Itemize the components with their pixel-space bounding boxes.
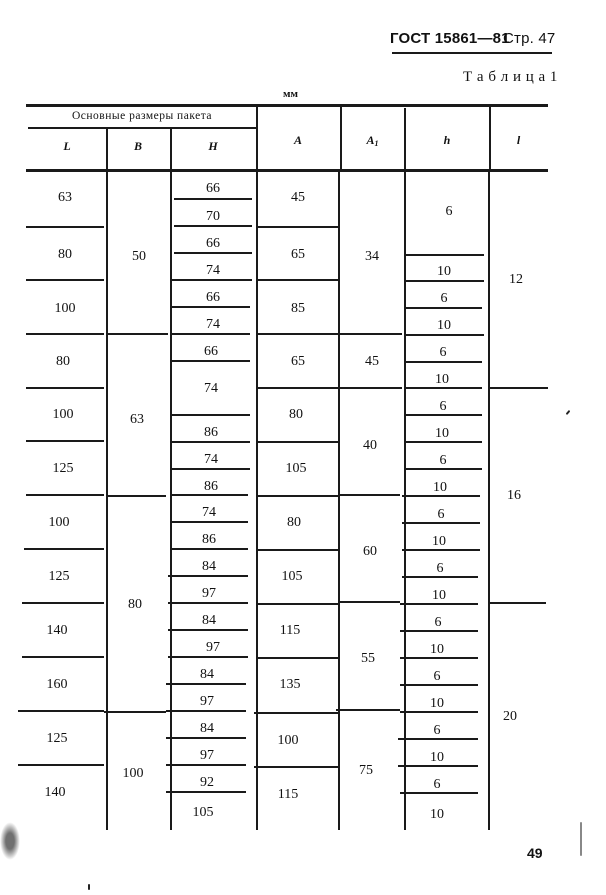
h-cell: 10 xyxy=(432,588,446,603)
hdr-vline-HA xyxy=(256,106,258,169)
h-rule xyxy=(404,414,482,416)
h-rule xyxy=(406,254,484,256)
col-header-h: h xyxy=(443,133,451,147)
A-cell: 65 xyxy=(291,354,305,369)
L-rule xyxy=(26,440,104,442)
h-rule xyxy=(404,468,482,470)
L-cell: 160 xyxy=(46,677,68,692)
B-rule xyxy=(106,495,166,497)
h-cell: 6 xyxy=(433,723,441,738)
H-rule xyxy=(172,306,250,308)
A-rule xyxy=(258,387,338,389)
H-rule xyxy=(168,575,248,577)
H-cell: 66 xyxy=(206,181,220,196)
l-cell: 16 xyxy=(507,488,521,503)
h-rule xyxy=(400,603,478,605)
h-rule xyxy=(402,495,480,497)
A1-rule xyxy=(338,601,400,603)
page-header-standard: ГОСТ 15861—81 xyxy=(390,30,510,47)
group-header: Основные размеры пакета xyxy=(71,110,212,122)
L-cell: 100 xyxy=(48,515,70,530)
l-rule xyxy=(488,602,546,604)
H-rule xyxy=(166,764,246,766)
h-cell: 10 xyxy=(430,696,444,711)
H-cell: 74 xyxy=(202,505,216,520)
h-rule xyxy=(402,576,478,578)
body-vline-HA xyxy=(256,172,258,830)
A1-rule xyxy=(338,494,400,496)
h-cell: 6 xyxy=(439,399,447,414)
L-cell: 100 xyxy=(54,301,76,316)
H-rule xyxy=(172,441,250,443)
H-cell: 70 xyxy=(206,209,220,224)
B-cell: 80 xyxy=(128,597,142,612)
H-rule xyxy=(174,198,252,200)
h-rule xyxy=(402,522,480,524)
h-cell: 6 xyxy=(436,561,444,576)
H-rule xyxy=(168,602,248,604)
A-rule xyxy=(258,226,338,228)
A-cell: 80 xyxy=(287,515,301,530)
h-cell: 6 xyxy=(434,615,442,630)
H-cell: 84 xyxy=(200,667,214,682)
l-cell: 20 xyxy=(503,709,517,724)
H-cell: 74 xyxy=(206,263,220,278)
H-cell: 86 xyxy=(204,425,218,440)
L-cell: 140 xyxy=(46,623,68,638)
B-rule xyxy=(104,711,166,713)
A-rule xyxy=(258,279,338,281)
h-cell: 10 xyxy=(437,318,451,333)
L-rule xyxy=(18,764,104,766)
A-rule xyxy=(254,712,338,714)
H-rule xyxy=(174,225,252,227)
page-number: 49 xyxy=(527,845,543,861)
h-cell: 10 xyxy=(437,264,451,279)
A-rule xyxy=(258,441,338,443)
l-cell: 12 xyxy=(509,272,523,287)
h-rule xyxy=(406,334,484,336)
h-cell: 6 xyxy=(440,291,448,306)
A1-cell: 40 xyxy=(363,438,377,453)
A1-cell: 34 xyxy=(365,249,379,264)
H-cell: 66 xyxy=(206,290,220,305)
h-rule xyxy=(404,361,482,363)
L-cell: 125 xyxy=(52,461,74,476)
H-rule xyxy=(166,791,246,793)
L-rule xyxy=(26,226,104,228)
col-header-A: A xyxy=(293,133,302,147)
A-cell: 45 xyxy=(291,190,305,205)
col-header-A1 xyxy=(340,134,405,150)
A-cell: 105 xyxy=(281,569,303,584)
table-label: Т а б л и ц а 1 xyxy=(463,69,558,85)
h-cell: 6 xyxy=(437,507,445,522)
L-rule xyxy=(26,387,104,389)
A1-cell: 45 xyxy=(365,354,379,369)
L-rule xyxy=(24,548,104,550)
h-cell: 6 xyxy=(445,204,453,219)
H-rule xyxy=(172,360,250,362)
A1-rule xyxy=(340,333,402,335)
A-cell: 105 xyxy=(285,461,307,476)
A1-cell: 60 xyxy=(363,544,377,559)
h-rule xyxy=(398,738,478,740)
H-rule xyxy=(166,737,246,739)
L-cell: 140 xyxy=(44,785,66,800)
l-rule xyxy=(490,387,548,389)
hdr-vline-A1h xyxy=(404,108,406,169)
H-rule xyxy=(168,656,248,658)
L-rule xyxy=(18,710,104,712)
h-rule xyxy=(398,765,478,767)
A-cell: 115 xyxy=(279,623,301,638)
H-rule xyxy=(172,333,250,335)
col-header-H: H xyxy=(208,139,218,153)
H-cell: 97 xyxy=(200,694,214,709)
H-rule xyxy=(170,521,248,523)
h-cell: 10 xyxy=(430,642,444,657)
B-cell: 63 xyxy=(130,412,144,427)
H-cell: 84 xyxy=(202,613,216,628)
A1-rule xyxy=(336,709,400,711)
H-rule xyxy=(170,548,248,550)
h-rule xyxy=(404,387,482,389)
H-cell: 74 xyxy=(206,317,220,332)
H-cell: 86 xyxy=(202,532,216,547)
A-rule xyxy=(256,603,338,605)
col-header-B: B xyxy=(133,139,142,153)
h-rule xyxy=(406,307,482,309)
A1-cell: 55 xyxy=(361,651,375,666)
A-cell: 65 xyxy=(291,247,305,262)
L-cell: 80 xyxy=(58,247,72,262)
B-cell: 100 xyxy=(122,766,144,781)
H-rule xyxy=(172,468,250,470)
hdr-vline-AA1 xyxy=(340,106,342,169)
A-cell: 80 xyxy=(289,407,303,422)
A-rule xyxy=(258,333,338,335)
h-rule xyxy=(400,657,478,659)
h-rule xyxy=(400,792,478,794)
L-rule xyxy=(26,494,104,496)
h-rule xyxy=(400,711,478,713)
L-cell: 63 xyxy=(58,190,72,205)
body-vline-AA1 xyxy=(338,172,340,830)
L-rule xyxy=(26,333,104,335)
A-rule xyxy=(256,657,338,659)
L-cell: 80 xyxy=(56,354,70,369)
body-vline-LB xyxy=(106,172,108,830)
H-rule xyxy=(172,279,252,281)
H-cell: 84 xyxy=(202,559,216,574)
A-rule xyxy=(256,495,338,497)
A-cell: 85 xyxy=(291,301,305,316)
h-cell: 10 xyxy=(430,807,444,822)
H-cell: 92 xyxy=(200,775,214,790)
H-cell: 97 xyxy=(206,640,220,655)
L-cell: 100 xyxy=(52,407,74,422)
B-rule xyxy=(108,333,168,335)
units-label: мм xyxy=(283,88,298,100)
page-header-page-label: Стр. 47 xyxy=(503,30,556,47)
A-rule xyxy=(256,549,338,551)
H-cell: 84 xyxy=(200,721,214,736)
A-rule xyxy=(254,766,338,768)
L-rule xyxy=(22,656,104,658)
A-cell: 135 xyxy=(279,677,301,692)
H-rule xyxy=(170,494,248,496)
hdr-vline-LB xyxy=(106,128,108,169)
col-header-A1-subscript: 1 xyxy=(374,139,379,148)
A1-cell: 75 xyxy=(359,763,373,778)
A1-rule xyxy=(340,387,402,389)
H-rule xyxy=(174,252,252,254)
h-rule xyxy=(400,684,478,686)
L-cell: 125 xyxy=(48,569,70,584)
H-rule xyxy=(166,710,246,712)
col-header-l: l xyxy=(516,133,521,147)
H-cell: 74 xyxy=(204,452,218,467)
A-cell: 100 xyxy=(277,733,299,748)
h-cell: 10 xyxy=(435,372,449,387)
H-rule xyxy=(168,629,248,631)
h-cell: 6 xyxy=(433,669,441,684)
table-top-rule xyxy=(26,104,548,107)
h-cell: 10 xyxy=(435,426,449,441)
A-cell: 115 xyxy=(277,787,299,802)
H-cell: 97 xyxy=(200,748,214,763)
H-cell: 86 xyxy=(204,479,218,494)
H-cell: 97 xyxy=(202,586,216,601)
L-cell: 125 xyxy=(46,731,68,746)
h-rule xyxy=(406,280,484,282)
L-rule xyxy=(26,279,104,281)
H-rule xyxy=(166,683,246,685)
h-cell: 10 xyxy=(433,480,447,495)
h-rule xyxy=(400,630,478,632)
group-header-rule xyxy=(28,127,256,129)
hdr-vline-BH xyxy=(170,128,172,169)
B-cell: 50 xyxy=(132,249,146,264)
h-cell: 10 xyxy=(432,534,446,549)
col-header-A1-base: A xyxy=(366,133,375,147)
H-cell: 66 xyxy=(206,236,220,251)
hdr-vline-hl xyxy=(489,106,491,169)
header-bottom-rule xyxy=(26,169,548,172)
H-cell: 66 xyxy=(204,344,218,359)
h-cell: 6 xyxy=(439,345,447,360)
L-rule xyxy=(22,602,104,604)
h-rule xyxy=(402,549,480,551)
H-rule xyxy=(172,414,250,416)
h-cell: 10 xyxy=(430,750,444,765)
H-cell: 105 xyxy=(192,805,214,820)
H-cell: 74 xyxy=(204,381,218,396)
h-rule xyxy=(404,441,482,443)
h-cell: 6 xyxy=(439,453,447,468)
col-header-L: L xyxy=(63,139,71,153)
h-cell: 6 xyxy=(433,777,441,792)
page-header-rule xyxy=(392,52,552,54)
